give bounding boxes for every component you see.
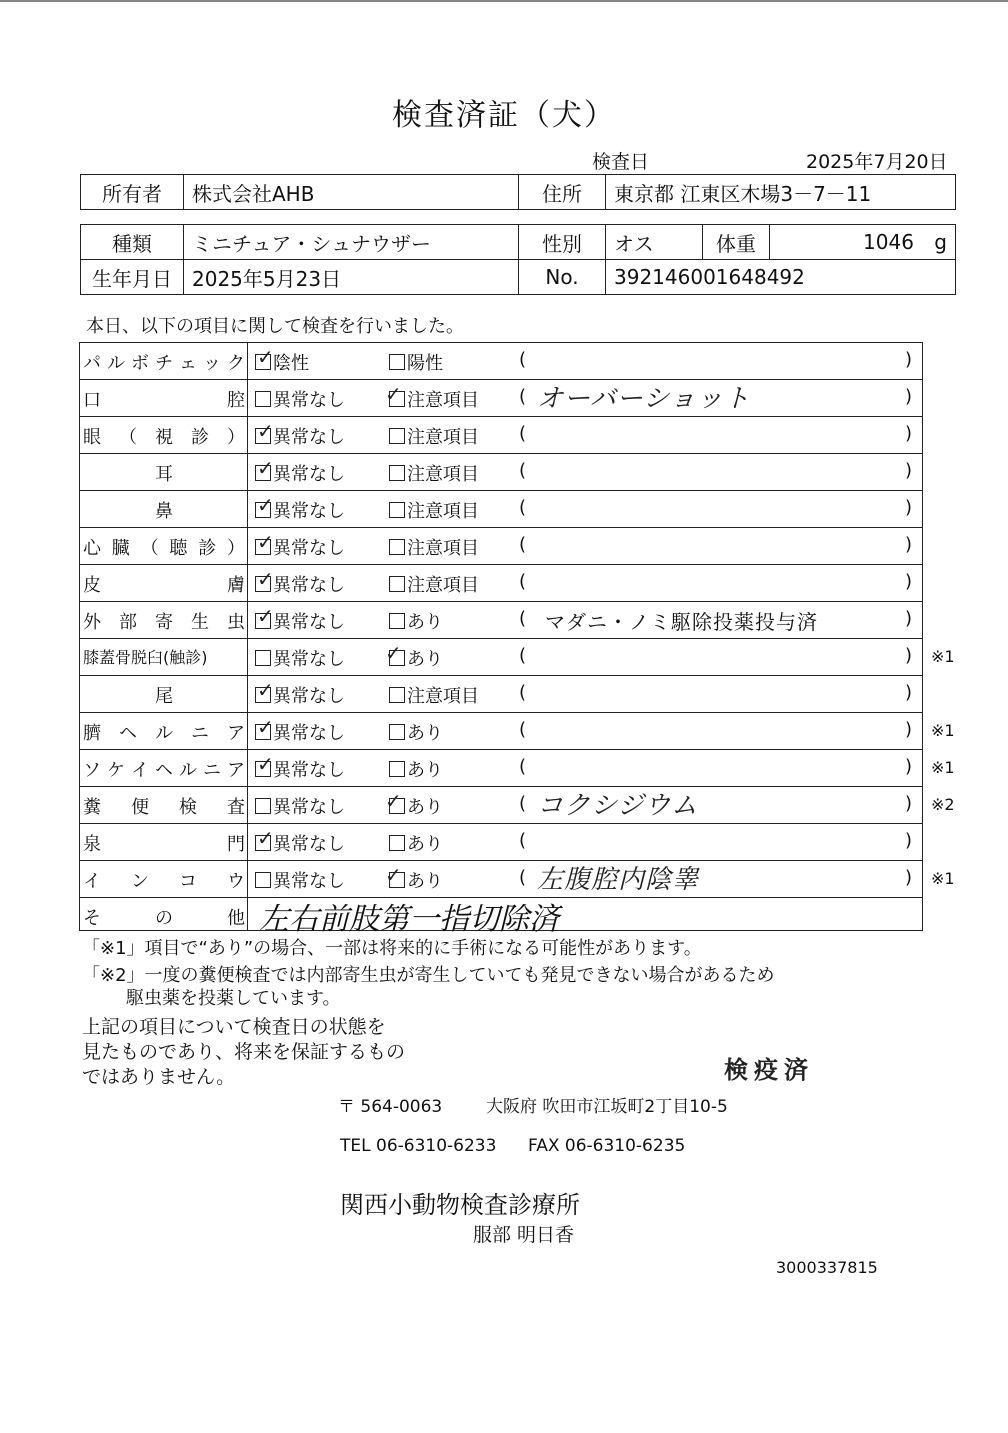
exam-date-value: 2025年7月20日	[806, 151, 948, 173]
exam-row-label	[83, 460, 245, 486]
paren-close: )	[905, 608, 913, 629]
check-mark-icon: ✓	[385, 863, 402, 887]
paren-open: (	[519, 867, 527, 888]
option-attention	[389, 571, 479, 597]
exam-row-label	[83, 719, 245, 745]
exam-row-label	[83, 534, 245, 560]
option-attention	[389, 756, 443, 782]
exam-row-label-char: 耳	[155, 464, 173, 485]
exam-row-label-char: 臓	[111, 538, 130, 559]
option-label: あり	[407, 871, 443, 892]
option-label: 異常なし	[273, 760, 345, 781]
check-mark-icon: ✓	[385, 382, 402, 406]
postal-code: 〒 564-0063	[338, 1097, 443, 1117]
paren-close: )	[905, 867, 913, 888]
exam-row-label-char: 寄	[155, 612, 173, 633]
exam-row-label-char: ニ	[203, 760, 221, 781]
exam-row-label	[83, 497, 245, 523]
weight-field	[770, 225, 956, 260]
checkbox-icon[interactable]	[389, 539, 405, 555]
veterinarian-name: 服部 明日香	[473, 1224, 575, 1246]
exam-row-label-char: ウ	[227, 871, 245, 892]
exam-row-label-char: （	[140, 538, 159, 559]
option-attention	[389, 349, 443, 375]
weight-unit: g	[934, 230, 947, 254]
option-label: 異常なし	[273, 390, 345, 411]
other-label-char: 他	[227, 908, 245, 929]
footnote-mark: ※2	[931, 795, 955, 814]
check-mark-icon: ✓	[257, 530, 274, 554]
check-mark-icon: ✓	[257, 752, 274, 776]
clinic-fax: FAX 06-6310-6235	[528, 1136, 686, 1156]
checkbox-icon[interactable]	[389, 576, 405, 592]
check-mark-icon: ✓	[257, 456, 274, 480]
exam-row-label-char: ッ	[203, 353, 221, 374]
exam-row-label-char: 診	[191, 427, 209, 448]
paren-open: (	[519, 386, 527, 407]
checkbox-icon[interactable]	[255, 798, 271, 814]
paren-close: )	[905, 645, 913, 666]
option-label: 異常なし	[273, 686, 345, 707]
option-label: 注意項目	[407, 538, 479, 559]
exam-row-label-char: 便	[131, 797, 149, 818]
check-mark-icon: ✓	[257, 345, 274, 369]
option-label: 陰性	[273, 353, 309, 374]
exam-row-label-char: 聴	[169, 538, 188, 559]
breed-value: ミニチュア・シュナウザー	[184, 225, 519, 260]
exam-row-label-char: 検	[179, 797, 197, 818]
paren-close: )	[905, 497, 913, 518]
paren-open: (	[519, 608, 527, 629]
sex-label: 性別	[519, 225, 606, 260]
paren-close: )	[905, 682, 913, 703]
exam-row-label-char: 部	[119, 612, 137, 633]
checkbox-icon[interactable]	[389, 502, 405, 518]
option-label: 異常なし	[273, 834, 345, 855]
checkbox-icon[interactable]	[389, 354, 405, 370]
paren-open: (	[519, 571, 527, 592]
check-mark-icon: ✓	[257, 715, 274, 739]
check-mark-icon: ✓	[257, 419, 274, 443]
exam-row-label-char: ニ	[191, 723, 209, 744]
address-value: 東京都 江東区木場3－7－11	[606, 175, 956, 210]
exam-date-label: 検査日	[592, 151, 650, 173]
exam-row-label-char: 診	[198, 538, 217, 559]
check-mark-icon: ✓	[385, 641, 402, 665]
option-label: 異常なし	[273, 612, 345, 633]
exam-row-label-char: ヘ	[155, 760, 173, 781]
check-mark-icon: ✓	[257, 678, 274, 702]
option-normal	[255, 645, 345, 671]
exam-row-label-char: 口	[83, 390, 101, 411]
exam-row-label-char: ボ	[131, 353, 149, 374]
check-mark-icon: ✓	[257, 493, 274, 517]
option-label: 異常なし	[273, 723, 345, 744]
exam-row-label	[83, 682, 245, 708]
owner-table	[80, 174, 956, 210]
paren-open: (	[519, 645, 527, 666]
footnote-mark: ※1	[931, 869, 955, 888]
exam-row-label-char: イ	[83, 871, 101, 892]
exam-row	[79, 379, 923, 417]
paren-close: )	[905, 534, 913, 555]
option-attention	[389, 682, 479, 708]
document-number: 3000337815	[776, 1258, 878, 1277]
option-label: あり	[407, 797, 443, 818]
paren-open: (	[519, 830, 527, 851]
exam-row-label-char: 泉	[83, 834, 101, 855]
disclaimer-line: 上記の項目について検査日の状態を	[82, 1016, 386, 1038]
exam-row-label	[83, 756, 245, 782]
checkbox-icon[interactable]	[389, 724, 405, 740]
exam-row-label-char: ）	[226, 538, 245, 559]
quarantine-stamp: 検疫済	[724, 1056, 814, 1084]
other-label-char: そ	[83, 908, 101, 929]
option-attention	[389, 460, 479, 486]
paren-open: (	[519, 534, 527, 555]
checkbox-icon[interactable]	[255, 650, 271, 666]
exam-row-label-char: 外	[83, 612, 101, 633]
footnote-2: 「※2」一度の糞便検査では内部寄生虫が寄生していても発見できない場合があるため	[82, 965, 775, 986]
exam-row-label-char: ル	[107, 353, 125, 374]
exam-row-label-char: ア	[227, 723, 245, 744]
clinic-name: 関西小動物検査診療所	[340, 1191, 580, 1219]
paren-close: )	[905, 756, 913, 777]
exam-row	[79, 860, 955, 898]
exam-row	[79, 675, 923, 713]
option-label: 異常なし	[273, 649, 345, 670]
other-label	[83, 904, 245, 930]
breed-label: 種類	[81, 225, 184, 260]
exam-row	[79, 823, 923, 861]
birth-label: 生年月日	[81, 260, 184, 295]
paren-close: )	[905, 793, 913, 814]
footnote-mark: ※1	[931, 758, 955, 777]
exam-row-label	[83, 349, 245, 375]
exam-row-label-char: 鼻	[155, 501, 173, 522]
weight-value: 1046	[863, 230, 914, 254]
exam-row	[79, 786, 955, 824]
exam-row	[79, 527, 923, 565]
paren-open: (	[519, 423, 527, 444]
clinic-address: 大阪府 吹田市江坂町2丁目10-5	[486, 1097, 728, 1117]
exam-row-label-char: ル	[155, 723, 173, 744]
option-label: 異常なし	[273, 464, 345, 485]
exam-row-label-char: 膚	[227, 575, 245, 596]
option-label: 注意項目	[407, 686, 479, 707]
checkbox-icon[interactable]	[389, 835, 405, 851]
option-label: 注意項目	[407, 575, 479, 596]
check-mark-icon: ✓	[257, 826, 274, 850]
option-label: あり	[407, 649, 443, 670]
option-normal	[255, 386, 345, 412]
exam-note: 左腹腔内陰睾	[537, 865, 700, 895]
exam-row-label-char: チ	[155, 353, 173, 374]
exam-row-label-char: 視	[155, 427, 173, 448]
intro-text: 本日、以下の項目に関して検査を行いました。	[86, 316, 464, 337]
exam-row-label	[83, 793, 245, 819]
paren-close: )	[905, 719, 913, 740]
exam-row	[79, 712, 955, 750]
paren-close: )	[905, 830, 913, 851]
other-row	[79, 897, 923, 935]
check-mark-icon: ✓	[385, 789, 402, 813]
paren-close: )	[905, 386, 913, 407]
exam-row-label-char: ク	[227, 353, 245, 374]
disclaimer-line: ではありません。	[82, 1066, 236, 1088]
exam-row-label-char: イ	[131, 760, 149, 781]
option-label: あり	[407, 760, 443, 781]
exam-row-label-char: ア	[227, 760, 245, 781]
option-label: 異常なし	[273, 501, 345, 522]
exam-row-label-char: 眼	[83, 427, 101, 448]
owner-label: 所有者	[81, 175, 184, 210]
paren-open: (	[519, 682, 527, 703]
exam-row-label	[83, 830, 245, 856]
exam-row-label	[83, 608, 245, 634]
checkbox-icon[interactable]	[389, 613, 405, 629]
exam-row-label-char: （	[119, 427, 137, 448]
exam-row-label-char: 門	[227, 834, 245, 855]
clinic-tel: TEL 06-6310-6233	[340, 1136, 497, 1156]
number-label: No.	[519, 260, 606, 295]
option-attention	[389, 386, 479, 412]
exam-row-label-char: ）	[227, 427, 245, 448]
footnote-2-cont: 駆虫薬を投薬しています。	[126, 988, 341, 1009]
option-label: 異常なし	[273, 575, 345, 596]
option-label: 異常なし	[273, 871, 345, 892]
check-mark-icon: ✓	[257, 567, 274, 591]
exam-row-label-char: 虫	[227, 612, 245, 633]
option-label: 注意項目	[407, 464, 479, 485]
exam-row	[79, 564, 923, 602]
address-label: 住所	[519, 175, 606, 210]
exam-row	[79, 416, 923, 454]
option-attention	[389, 719, 443, 745]
paren-open: (	[519, 793, 527, 814]
option-label: あり	[407, 612, 443, 633]
paren-close: )	[905, 423, 913, 444]
exam-row-label-char: ェ	[179, 353, 197, 374]
footnote-mark: ※1	[931, 721, 955, 740]
exam-row-label	[83, 423, 245, 449]
option-label: 注意項目	[407, 390, 479, 411]
exam-row-label-char: 皮	[83, 575, 101, 596]
paren-open: (	[519, 349, 527, 370]
check-mark-icon: ✓	[257, 604, 274, 628]
exam-row	[79, 638, 955, 676]
disclaimer	[82, 1015, 405, 1090]
exam-row-label	[83, 386, 245, 412]
option-label: 陽性	[407, 353, 443, 374]
exam-row	[79, 601, 923, 639]
paren-close: )	[905, 349, 913, 370]
checkbox-icon[interactable]	[389, 761, 405, 777]
exam-row	[79, 453, 923, 491]
option-label: 異常なし	[273, 797, 345, 818]
exam-row-label-char: ケ	[107, 760, 125, 781]
exam-row-label-char: 臍	[83, 723, 101, 744]
checkbox-icon[interactable]	[389, 465, 405, 481]
birth-value: 2025年5月23日	[184, 260, 519, 295]
exam-row-label-char: 心	[83, 538, 101, 559]
exam-row	[79, 749, 955, 787]
option-attention	[389, 534, 479, 560]
exam-row-label-char: 尾	[155, 686, 173, 707]
exam-row-label: 膝蓋骨脱臼(触診)	[83, 648, 208, 667]
exam-row-label	[83, 867, 245, 893]
option-attention	[389, 608, 443, 634]
exam-row-label-char: ル	[179, 760, 197, 781]
other-label-char: の	[155, 908, 173, 929]
exam-row-label-char: 査	[227, 797, 245, 818]
exam-row-label	[83, 571, 245, 597]
option-label: 異常なし	[273, 427, 345, 448]
paren-close: )	[905, 460, 913, 481]
option-attention	[389, 830, 443, 856]
document-title: 検査済証（犬）	[392, 98, 616, 133]
footnote-1: 「※1」項目で“あり”の場合、一部は将来的に手術になる可能性があります。	[82, 938, 702, 959]
paren-open: (	[519, 719, 527, 740]
option-label: あり	[407, 723, 443, 744]
paren-open: (	[519, 756, 527, 777]
exam-row-label-char: ヘ	[119, 723, 137, 744]
option-attention	[389, 497, 479, 523]
option-label: あり	[407, 834, 443, 855]
weight-label: 体重	[703, 225, 770, 260]
exam-row-label-char: コ	[179, 871, 197, 892]
disclaimer-line: 見たものであり、将来を保証するもの	[82, 1041, 406, 1063]
owner-value: 株式会社AHB	[184, 175, 519, 210]
paren-open: (	[519, 497, 527, 518]
exam-row-label-char: 糞	[83, 797, 101, 818]
exam-grid	[79, 342, 955, 937]
scan-top-edge	[0, 0, 1008, 2]
exam-row-label-char: ソ	[83, 760, 101, 781]
checkbox-icon[interactable]	[255, 872, 271, 888]
checkbox-icon[interactable]	[389, 428, 405, 444]
exam-row-label-char: パ	[83, 353, 101, 374]
option-normal	[255, 867, 345, 893]
footnote-mark: ※1	[931, 647, 955, 666]
option-normal	[255, 793, 345, 819]
number-value: 392146001648492	[606, 260, 956, 295]
exam-note: オーバーショット	[537, 384, 751, 414]
exam-row	[79, 490, 923, 528]
exam-row	[79, 342, 923, 380]
animal-table	[80, 224, 956, 295]
checkbox-icon[interactable]	[389, 687, 405, 703]
other-note: 左右前肢第一指切除済	[259, 902, 559, 937]
exam-note: コクシジウム	[537, 791, 699, 821]
option-label: 異常なし	[273, 538, 345, 559]
exam-note: マダニ・ノミ駆除投薬投与済	[545, 610, 818, 634]
option-label: 注意項目	[407, 427, 479, 448]
checkbox-icon[interactable]	[255, 391, 271, 407]
paren-open: (	[519, 460, 527, 481]
exam-row-label-char: 生	[191, 612, 209, 633]
paren-close: )	[905, 571, 913, 592]
exam-row-label-char: ン	[131, 871, 149, 892]
sex-value: オス	[606, 225, 703, 260]
option-label: 注意項目	[407, 501, 479, 522]
option-attention	[389, 423, 479, 449]
exam-row-label-char: 腔	[227, 390, 245, 411]
